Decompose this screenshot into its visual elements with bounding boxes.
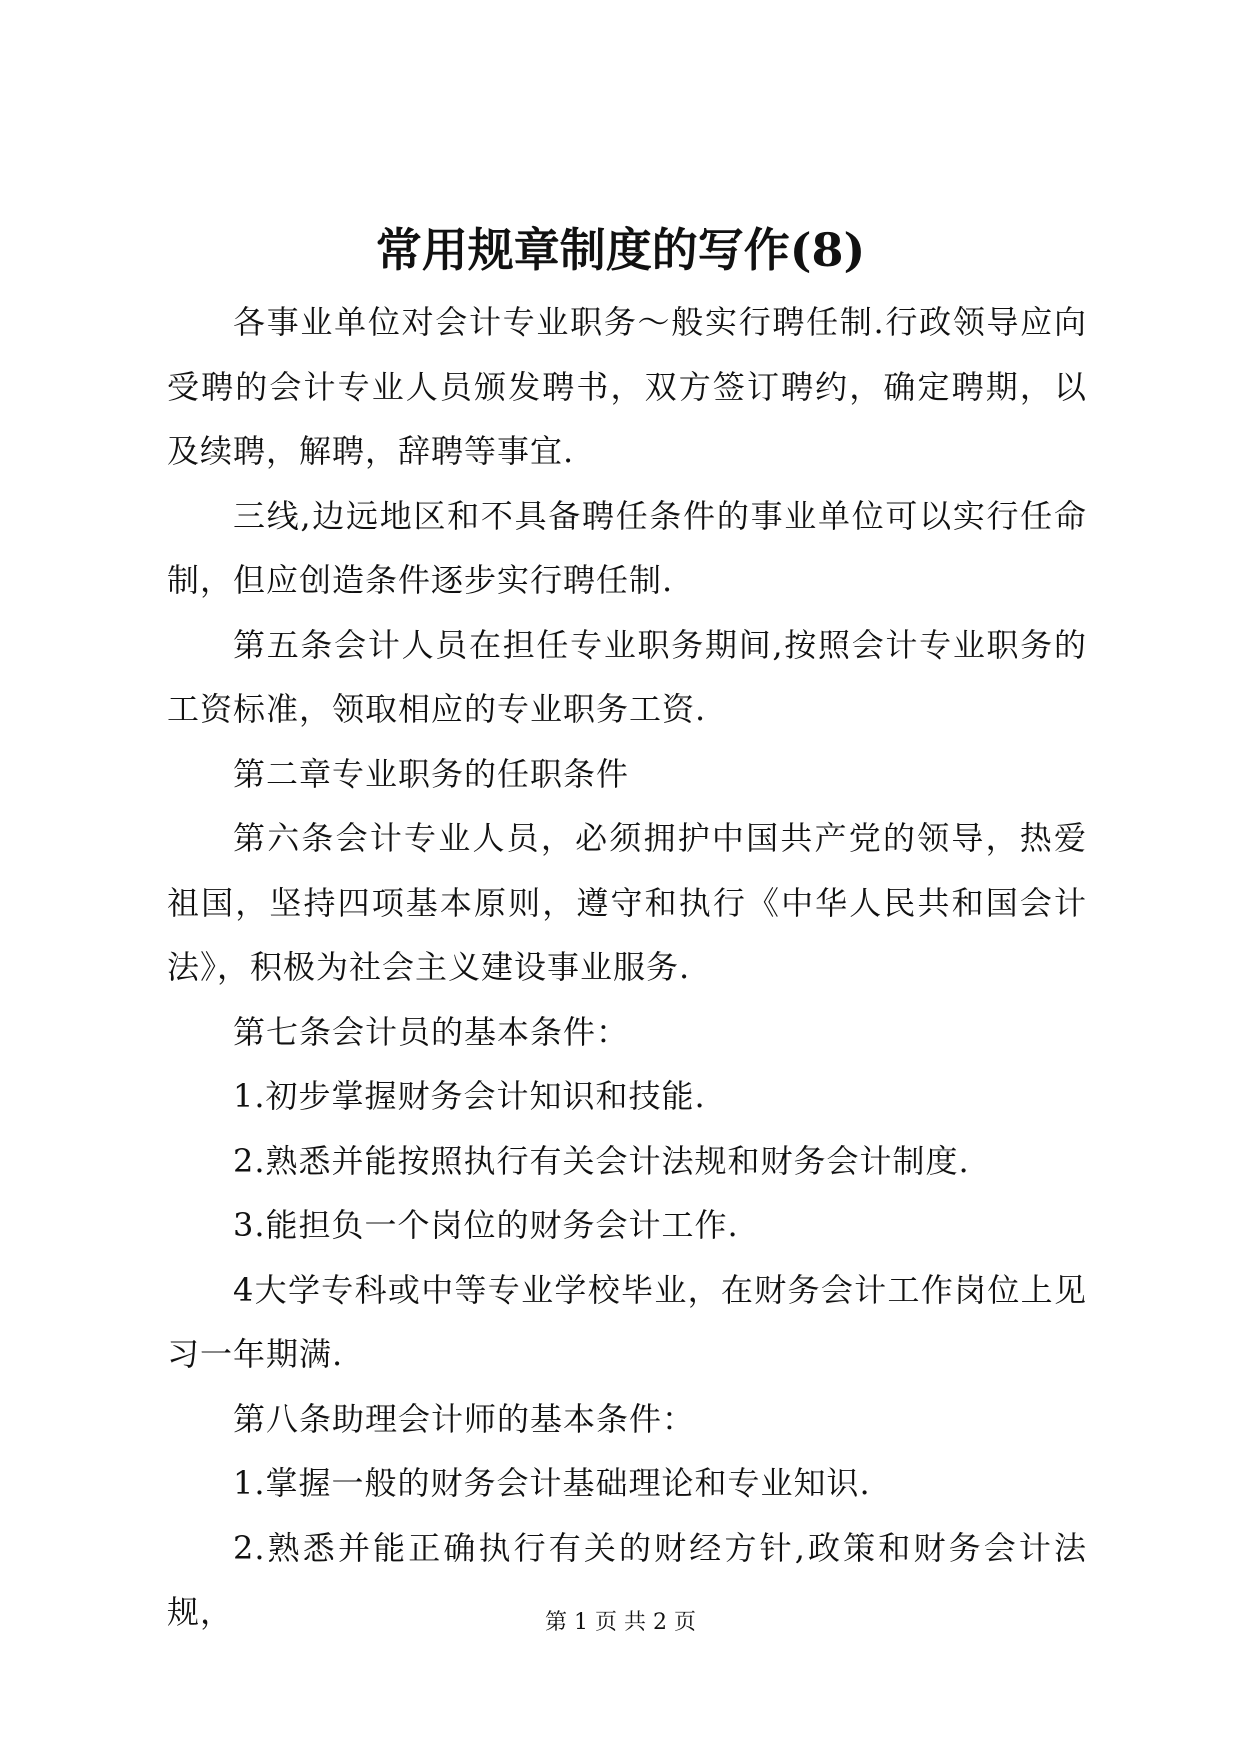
paragraph: 第五条会计人员在担任专业职务期间,按照会计专业职务的工资标准，领取相应的专业职务工资. bbox=[167, 625, 1087, 728]
list-item: 1.初步掌握财务会计知识和技能. bbox=[233, 1077, 706, 1115]
list-item: 4大学专科或中等专业学校毕业，在财务会计工作岗位上见习一年期满. bbox=[167, 1270, 1087, 1373]
paragraph: 各事业单位对会计专业职务～般实行聘任制.行政领导应向受聘的会计专业人员颁发聘书，双方签订聘约，确定聘期，以及续聘，解聘，辞聘等事宜. bbox=[167, 303, 1087, 470]
paragraph: 三线,边远地区和不具备聘任条件的事业单位可以实行任命制，但应创造条件逐步实行聘任制. bbox=[167, 496, 1087, 599]
document-body bbox=[167, 290, 1087, 1645]
page-footer: 第 1 页 共 2 页 bbox=[545, 1610, 696, 1635]
list-item: 2.熟悉并能正确执行有关的财经方针,政策和财务会计法规， bbox=[167, 1528, 1087, 1631]
list-item: 2.熟悉并能按照执行有关会计法规和财务会计制度. bbox=[233, 1141, 970, 1180]
list-item: 3.能担负一个岗位的财务会计工作. bbox=[233, 1206, 739, 1244]
paragraph: 第八条助理会计师的基本条件： bbox=[233, 1399, 696, 1438]
paragraph: 第六条会计专业人员，必须拥护中国共产党的领导，热爱祖国，坚持四项基本原则，遵守和执行《中华人民共和国会计法》，积极为社会主义建设事业服务. bbox=[167, 819, 1087, 986]
list-item: 1.掌握一般的财务会计基础理论和专业知识. bbox=[233, 1464, 871, 1502]
chapter-heading: 第二章专业职务的任职条件 bbox=[233, 754, 630, 793]
document-title: 常用规章制度的写作(8) bbox=[375, 223, 866, 277]
paragraph: 第七条会计员的基本条件： bbox=[233, 1012, 630, 1051]
